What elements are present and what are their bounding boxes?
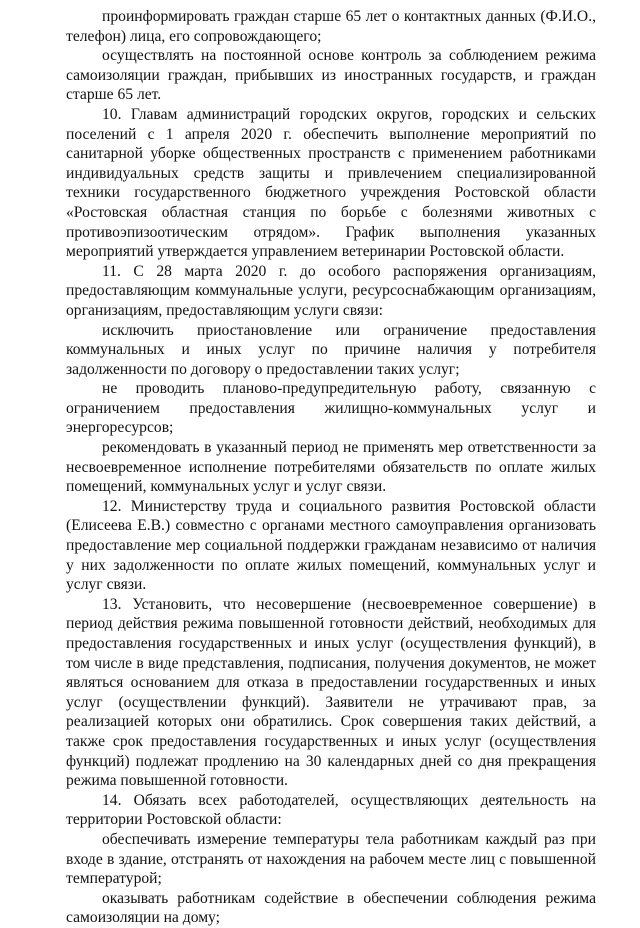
paragraph-self-isolation-support: оказывать работникам содействие в обеспечении соблюдения режима самоизоляции на дому; (66, 889, 596, 927)
paragraph-12-social-support: 12. Министерству труда и социального развития Ростовской области (Елисеева Е.В.) совместно с органами местного самоуправления организовать предоставление мер социальной поддержки гражданам независимо от наличия у них задолженности по оплате жилых помещений, коммунальных услуг и услуг связи. (66, 497, 596, 594)
paragraph-inform-contacts: проинформировать граждан старше 65 лет о контактных данных (Ф.И.О., телефон) лица, его сопровождающего; (66, 8, 596, 45)
paragraph-11-utilities: 11. С 28 марта 2020 г. до особого распоряжения организациям, предоставляющим коммунальные услуги, ресурсоснабжающим организациям, организациям, предоставляющим услуги связи: (66, 262, 596, 319)
paragraph-no-service-suspension: исключить приостановление или ограничение предоставления коммунальных и иных услуг по причине наличия у потребителя задолженности по договору о предоставлении таких услуг; (66, 321, 596, 378)
document-page (66, 7, 596, 928)
paragraph-10-sanitary-cleaning: 10. Главам администраций городских округов, городских и сельских поселений с 1 апреля 2020 г. обеспечить выполнение мероприятий по санитарной уборке общественных пространств с применением работниками индивидуальных средств защиты и привлечением специализированной техники государственного бюджетного учреждения Ростовской области «Ростовская областная станция по борьбе с болезнями животных с противоэпизоотическим отрядом». График выполнения указанных мероприятий утверждается управлением ветеринарии Ростовской области. (66, 105, 596, 261)
paragraph-13-deadline-extension: 13. Установить, что несовершение (несвоевременное совершение) в период действия режима повышенной готовности действий, необходимых для предоставления государственных и иных услуг (осуществления функций), в том числе в виде представления, подписания, получения документов, не может являться основанием для отказа в предоставлении государственных и иных услуг (осуществлении функций). Заявители не утрачивают прав, за реализацией которых они обратились. Срок совершения таких действий, а также срок предоставления государственных и иных услуг (осуществления функций) подлежат продлению на 30 календарных дней со дня прекращения режима повышенной готовности. (66, 595, 596, 790)
paragraph-no-planned-work: не проводить планово-предупредительную работу, связанную с ограничением предоставления жилищно-коммунальных услуг и энергоресурсов; (66, 380, 596, 437)
paragraph-temperature-check: обеспечивать измерение температуры тела работникам каждый раз при входе в здание, отстранять от нахождения на рабочем месте лиц с повышенной температурой; (66, 830, 596, 888)
paragraph-14-employers: 14. Обязать всех работодателей, осуществляющих деятельность на территории Ростовской области: (66, 791, 596, 829)
paragraph-no-penalties: рекомендовать в указанный период не применять мер ответственности за несвоевременное исполнение потребителями обязательств по оплате жилых помещений, коммунальных услуг и услуг связи. (66, 439, 596, 496)
paragraph-control-self-isolation: осуществлять на постоянной основе контроль за соблюдением режима самоизоляции граждан, прибывших из иностранных государств, и граждан старше 65 лет. (66, 47, 596, 104)
